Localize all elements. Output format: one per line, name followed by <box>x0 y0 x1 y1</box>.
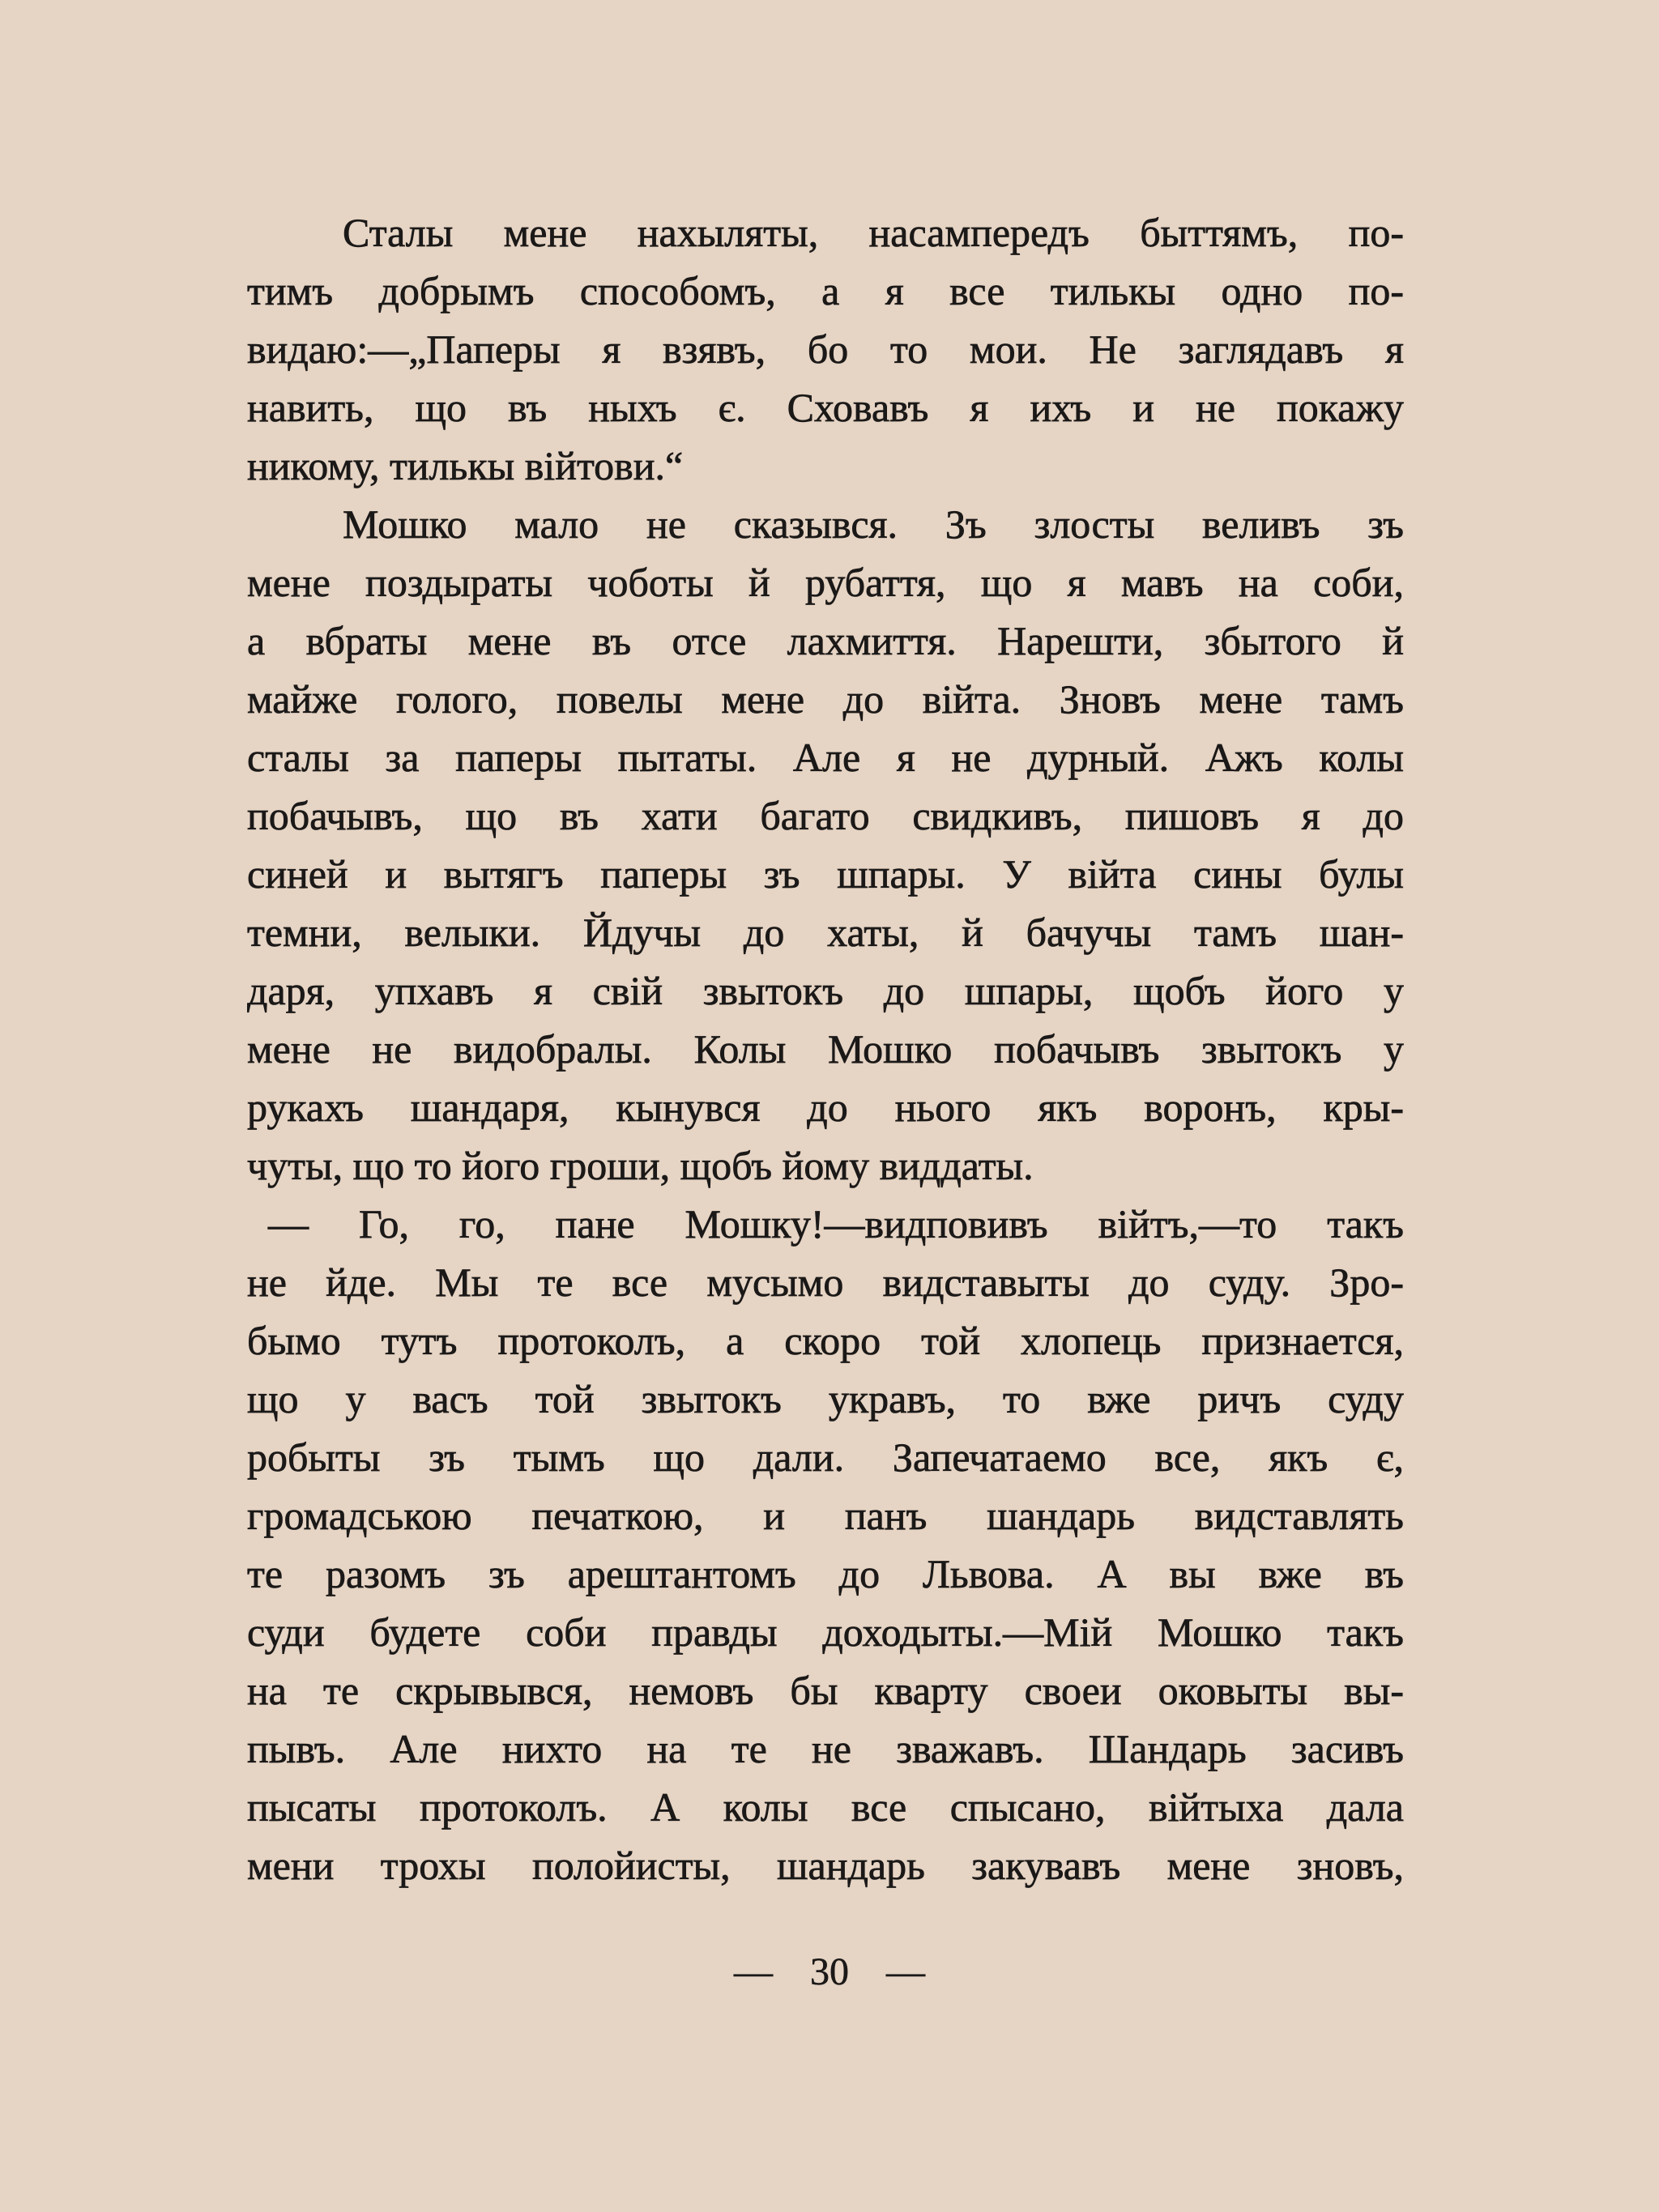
text-line: бымо тутъ протоколъ, а скоро той хлопець признается, <box>247 1318 1404 1363</box>
text-line: те разомъ зъ арештантомъ до Львова. А вы вже въ <box>247 1551 1404 1596</box>
text-line: не йде. Мы те все мусымо видставыты до суду. Зро- <box>247 1259 1404 1305</box>
text-line: темни, велыки. Йдучы до хаты, й бачучы тамъ шан- <box>247 910 1404 955</box>
paragraph-1 <box>247 203 1404 495</box>
page-number: — 30 — <box>734 1950 925 1993</box>
text-line: суди будете соби правды доходыты.—Мій Мошко такъ <box>247 1609 1404 1655</box>
text-line: мене не видобралы. Колы Мошко побачывъ звытокъ у <box>247 1026 1404 1072</box>
text-line: навить, що въ ныхъ є. Сховавъ я ихъ и не покажу <box>247 385 1404 430</box>
text-line: побачывъ, що въ хати багато свидкивъ, пишовъ я до <box>247 793 1404 838</box>
text-line: пывъ. Але нихто на те не зважавъ. Шандарь засивъ <box>247 1726 1404 1771</box>
text-line: що у васъ той звытокъ укравъ, то вже ричъ суду <box>247 1376 1404 1421</box>
text-line: пысаты протоколъ. А колы все спысано, війтыха дала <box>247 1784 1404 1830</box>
text-line: сталы за паперы пытаты. Але я не дурный. Ажъ колы <box>247 735 1404 780</box>
page-body-text <box>247 203 1404 1894</box>
text-line: а вбраты мене въ отсе лахмиття. Нарешти, збытого й <box>247 618 1404 663</box>
paragraph-3 <box>247 1195 1404 1894</box>
text-line: тимъ добрымъ способомъ, а я все тилькы одно по- <box>247 268 1404 313</box>
text-line: мени трохы полойисты, шандарь закувавъ мене зновъ, <box>247 1843 1404 1888</box>
text-line: синей и вытягъ паперы зъ шпары. У війта сины булы <box>247 851 1404 897</box>
text-line: — Го, го, пане Мошку!—видповивъ війтъ,—то такъ <box>268 1201 1404 1247</box>
text-line: видаю:—„Паперы я взявъ, бо то мои. Не заглядавъ я <box>247 326 1404 372</box>
text-line: на те скрывывся, немовъ бы кварту своеи оковыты вы- <box>247 1668 1404 1713</box>
paragraph-2 <box>247 495 1404 1195</box>
text-line: робыты зъ тымъ що дали. Запечатаемо все, якъ є, <box>247 1434 1404 1480</box>
text-line: Мошко мало не сказывся. Зъ злосты веливъ зъ <box>343 501 1404 547</box>
text-line: громадською печаткою, и панъ шандарь видставлять <box>247 1493 1404 1538</box>
text-line: Сталы мене нахыляты, насампередъ быттямъ, по- <box>343 210 1404 255</box>
text-line: чуты, що то його гроши, щобъ йому виддаты. <box>247 1143 1034 1188</box>
text-line: даря, упхавъ я свій звытокъ до шпары, щобъ його у <box>247 968 1404 1013</box>
text-line: мене поздыраты чоботы й рубаття, що я мавъ на соби, <box>247 560 1404 605</box>
text-line: рукахъ шандаря, кынувся до нього якъ воронъ, кры- <box>247 1085 1404 1130</box>
text-line: майже голого, повелы мене до війта. Зновъ мене тамъ <box>247 676 1404 722</box>
text-line: никому, тилькы війтови.“ <box>247 443 684 488</box>
